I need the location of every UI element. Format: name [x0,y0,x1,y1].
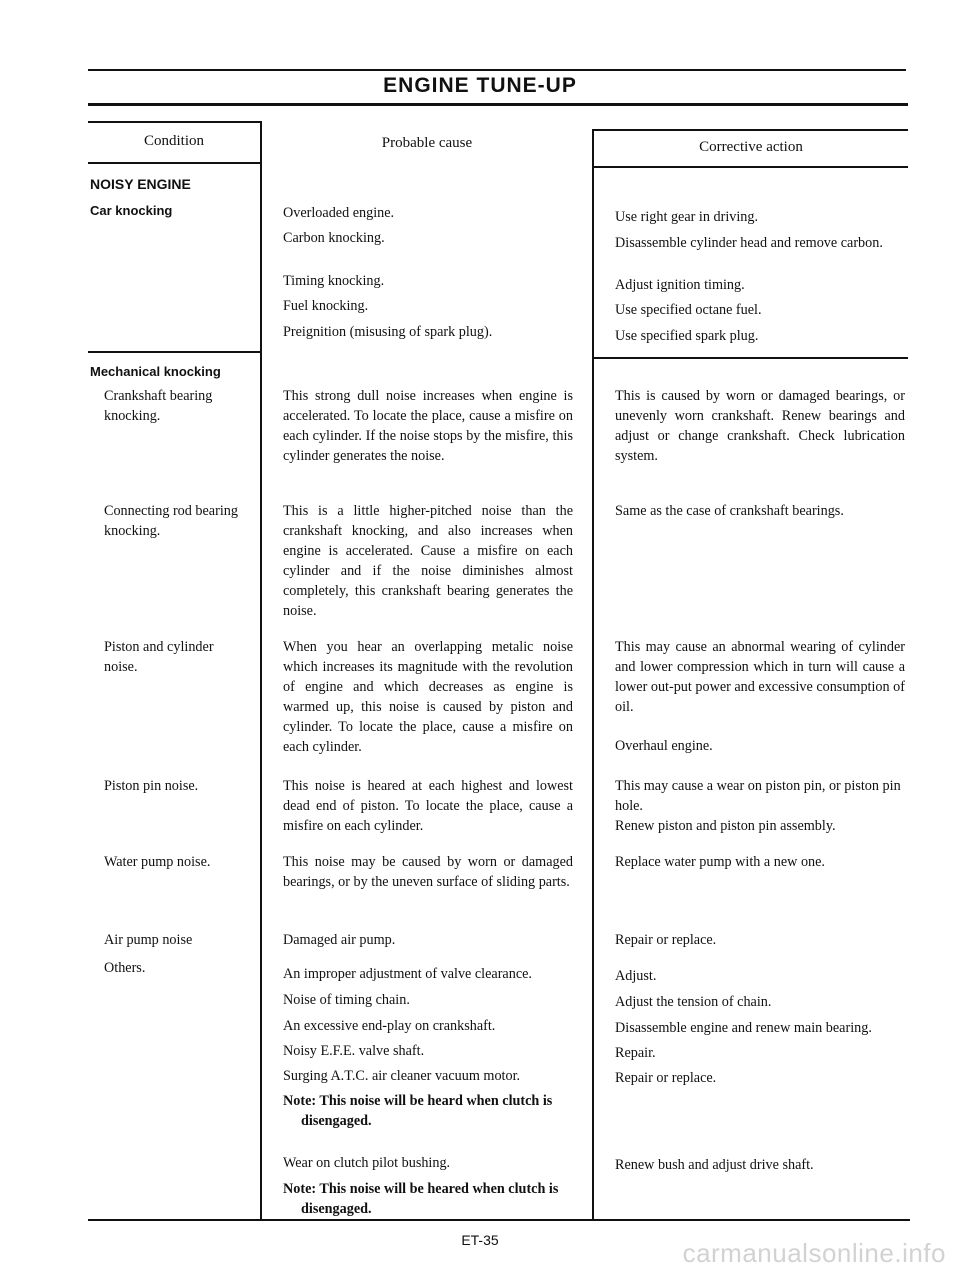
cause-atc-motor: Surging A.T.C. air cleaner vacuum motor. [283,1068,521,1084]
header-rule-condition [88,121,260,123]
action-ignition-timing: Adjust ignition timing. [615,277,745,293]
column-header-cause: Probable cause [381,135,473,151]
condition-air-pump: Air pump noise [104,932,193,948]
action-spark-plug: Use specified spark plug. [615,328,759,344]
column-header-condition: Condition [143,133,204,149]
cause-preignition: Preignition (misusing of spark plug). [283,324,493,340]
bottom-rule [88,1219,910,1221]
action-connecting-rod: Same as the case of crankshaft bearings. [615,503,844,519]
cause-clutch-pilot-bushing: Wear on clutch pilot bushing. [283,1155,451,1171]
title-underline [88,103,908,106]
action-main-bearing: Disassemble engine and renew main bearing. [615,1020,872,1036]
page-number: ET-35 [461,1232,499,1248]
top-rule [88,69,906,71]
note-clutch-disengaged-1: Note: This noise will be heard when clutch is disengaged. [283,1093,553,1129]
header-bottom-rule-condition [88,162,260,164]
action-piston-cylinder: This may cause an abnormal wearing of cylinder and lower compression which in turn will cause a lower out-put power and excessive consumption of oil. [615,639,905,715]
action-piston-pin: This may cause a wear on piston pin, or piston pin hole. [615,778,901,814]
cause-crankshaft-bearing: This strong dull noise increases when engine is accelerated. To locate the place, cause a misfire on each cylinder. If the noise stops by the misfire, this cylinder generates the noise. [283,388,573,464]
group-heading-car-knocking: Car knocking [90,203,173,218]
action-crankshaft-bearing: This is caused by worn or damaged bearings, or unevenly worn crankshaft. Renew bearings and adjust or change crankshaft. Check lubrication system. [615,388,905,464]
cause-efe-valve: Noisy E.F.E. valve shaft. [283,1043,425,1059]
condition-water-pump: Water pump noise. [104,854,211,870]
action-disassemble-head: Disassemble cylinder head and remove carbon. [615,235,883,251]
condition-connecting-rod: Connecting rod bearing knocking. [104,503,238,539]
header-bottom-rule-action [593,166,908,168]
cause-fuel: Fuel knocking. [283,298,369,314]
condition-crankshaft-bearing: Crankshaft bearing knocking. [104,388,213,424]
action-renew-piston-pin: Renew piston and piston pin assembly. [615,818,836,834]
cause-water-pump: This noise may be caused by worn or damaged bearings, or by the uneven surface of sliding parts. [283,854,573,890]
group-heading-mechanical-knocking: Mechanical knocking [90,364,221,379]
action-adjust: Adjust. [615,968,657,984]
action-water-pump: Replace water pump with a new one. [615,854,825,870]
divider-right [592,129,594,1221]
cause-carbon: Carbon knocking. [283,230,385,246]
action-repair-or-replace: Repair or replace. [615,1070,717,1086]
cause-valve-clearance: An improper adjustment of valve clearance. [283,966,532,982]
cause-timing-chain: Noise of timing chain. [283,992,410,1008]
action-repair: Repair. [615,1045,656,1061]
cause-piston-pin: This noise is heared at each highest and lowest dead end of piston. To locate the place, cause a misfire on each cylinder. [283,778,573,834]
row-rule-car-knocking-action [593,357,908,359]
row-rule-car-knocking-condition [88,351,260,353]
action-renew-bush: Renew bush and adjust drive shaft. [615,1157,814,1173]
condition-piston-pin: Piston pin noise. [104,778,199,794]
cause-connecting-rod: This is a little higher-pitched noise than the crankshaft knocking, and also increases when engine is accelerated. Cause a misfire on each cylinder and if the noise diminishes almost completely, this crankshaft bearing generates the noise. [283,503,573,619]
note-clutch-disengaged-2: Note: This noise will be heared when clutch is disengaged. [283,1181,559,1217]
column-header-action: Corrective action [699,139,803,155]
cause-end-play: An excessive end-play on crankshaft. [283,1018,496,1034]
header-rule-action [593,129,908,131]
action-chain-tension: Adjust the tension of chain. [615,994,772,1010]
condition-piston-cylinder: Piston and cylinder noise. [104,639,214,675]
page-title: ENGINE TUNE-UP [383,74,577,97]
action-overhaul-engine: Overhaul engine. [615,738,713,754]
action-air-pump: Repair or replace. [615,932,717,948]
condition-others: Others. [104,960,146,976]
divider-left [260,121,262,1221]
action-right-gear: Use right gear in driving. [615,209,759,225]
cause-overloaded: Overloaded engine. [283,205,395,221]
cause-air-pump: Damaged air pump. [283,932,396,948]
section-heading-noisy-engine: NOISY ENGINE [90,176,191,192]
cause-piston-cylinder: When you hear an overlapping metalic noise which increases its magnitude with the revolution of engine and which decreases as engine is warmed up, this noise is caused by piston and cylinder. To locate the place, cause a misfire on each cylinder. [283,639,573,755]
watermark: carmanualsonline.info [682,1238,946,1268]
action-octane-fuel: Use specified octane fuel. [615,302,762,318]
cause-timing: Timing knocking. [283,273,385,289]
